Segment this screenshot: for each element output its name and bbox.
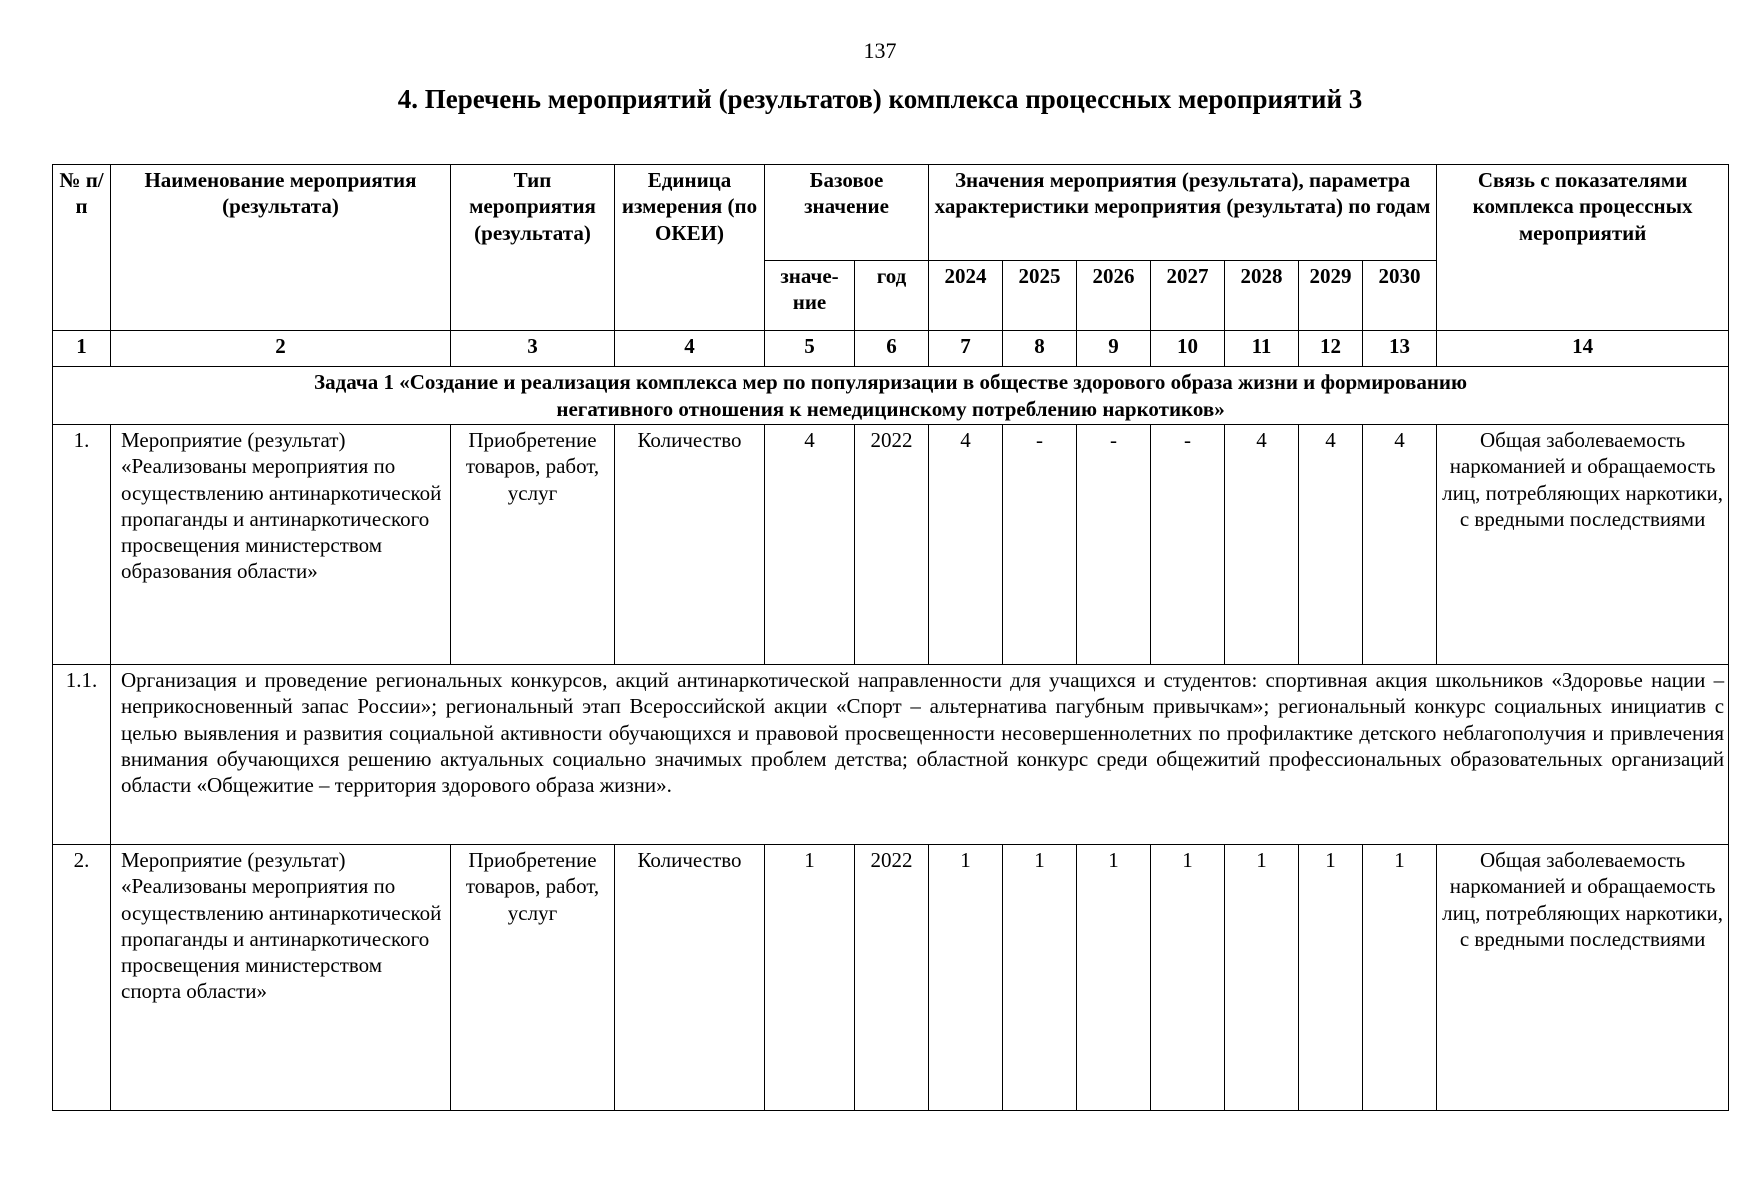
column-number: 5 xyxy=(765,331,855,367)
subrow xyxy=(53,665,1729,845)
activity-unit: Количество xyxy=(615,845,765,1111)
header-year: 2024 xyxy=(929,261,1003,331)
indicator-link: Общая заболеваемость наркоманией и обращаемость лиц, потребляющих наркотики, с вредными последствиями xyxy=(1437,845,1729,1111)
indicator-link: Общая заболеваемость наркоманией и обращаемость лиц, потребляющих наркотики, с вредными последствиями xyxy=(1437,425,1729,665)
header-year: 2026 xyxy=(1077,261,1151,331)
header-type: Тип мероприятия (результата) xyxy=(451,165,615,331)
table-row xyxy=(53,425,1729,665)
column-number: 1 xyxy=(53,331,111,367)
year-value: 1 xyxy=(1299,845,1363,1111)
column-number: 11 xyxy=(1225,331,1299,367)
year-value: 4 xyxy=(929,425,1003,665)
header-year: 2030 xyxy=(1363,261,1437,331)
subrow-number: 1.1. xyxy=(53,665,111,845)
column-number: 10 xyxy=(1151,331,1225,367)
column-number-row xyxy=(53,331,1729,367)
header-link: Связь с показателями комплекса процессных мероприятий xyxy=(1437,165,1729,331)
column-number: 4 xyxy=(615,331,765,367)
year-value: 1 xyxy=(929,845,1003,1111)
table-row xyxy=(53,845,1729,1111)
header-row-1 xyxy=(53,165,1729,261)
header-no: № п/п xyxy=(53,165,111,331)
column-number: 12 xyxy=(1299,331,1363,367)
base-value: 1 xyxy=(765,845,855,1111)
column-number: 7 xyxy=(929,331,1003,367)
page-title: 4. Перечень мероприятий (результатов) комплекса процессных мероприятий 3 xyxy=(397,84,1363,114)
activity-name: Мероприятие (результат) «Реализованы мероприятия по осуществлению антинаркотической пропаганды и антинаркотического просвещения министерством образования области» xyxy=(111,425,451,665)
year-value: 1 xyxy=(1225,845,1299,1111)
column-number: 6 xyxy=(855,331,929,367)
header-year: 2029 xyxy=(1299,261,1363,331)
column-number: 8 xyxy=(1003,331,1077,367)
base-year: 2022 xyxy=(855,425,929,665)
header-unit: Единица измерения (по ОКЕИ) xyxy=(615,165,765,331)
header-base-value: значе-ние xyxy=(765,261,855,331)
year-value: 1 xyxy=(1151,845,1225,1111)
header-year: 2025 xyxy=(1003,261,1077,331)
header-year: 2028 xyxy=(1225,261,1299,331)
header-base: Базовое значение xyxy=(765,165,929,261)
column-number: 9 xyxy=(1077,331,1151,367)
year-value: - xyxy=(1151,425,1225,665)
header-values-group: Значения мероприятия (результата), параметра характеристики мероприятия (результата) по годам xyxy=(929,165,1437,261)
activity-name: Мероприятие (результат) «Реализованы мероприятия по осуществлению антинаркотической пропаганды и антинаркотического просвещения министерством спорта области» xyxy=(111,845,451,1111)
year-value: 4 xyxy=(1225,425,1299,665)
row-number: 1. xyxy=(53,425,111,665)
subrow-text: Организация и проведение региональных конкурсов, акций антинаркотической направленности для учащихся и студентов: спортивная акция школьников «Здоровье нации – неприкосновенный запас России»; региональный этап Всероссийской акции «Спорт – альтернатива пагубным привычкам»; региональный конкурс социальных инициатив с целью выявления и развития социальной активности обучающихся и правовой просвещенности несовершеннолетних по профилактике детского неблагополучия и привлечения внимания обучающихся решению актуальных социально значимых проблем детства; областной конкурс среди общежитий профессиональных образовательных организаций области «Общежитие – территория здорового образа жизни». xyxy=(111,665,1729,845)
year-value: - xyxy=(1003,425,1077,665)
column-number: 3 xyxy=(451,331,615,367)
year-value: 1 xyxy=(1077,845,1151,1111)
year-value: 4 xyxy=(1299,425,1363,665)
year-value: 1 xyxy=(1363,845,1437,1111)
activities-table xyxy=(52,164,1729,1111)
column-number: 14 xyxy=(1437,331,1729,367)
row-number: 2. xyxy=(53,845,111,1111)
year-value: 1 xyxy=(1003,845,1077,1111)
activity-type: Приобретение товаров, работ, услуг xyxy=(451,845,615,1111)
year-value: - xyxy=(1077,425,1151,665)
activity-unit: Количество xyxy=(615,425,765,665)
task-title: Задача 1 «Создание и реализация комплекса мер по популяризации в обществе здорового образа жизни и формированию негативного отношения к немедицинскому потреблению наркотиков» xyxy=(53,367,1729,425)
base-year: 2022 xyxy=(855,845,929,1111)
column-number: 13 xyxy=(1363,331,1437,367)
header-base-year: год xyxy=(855,261,929,331)
task-row xyxy=(53,367,1729,425)
year-value: 4 xyxy=(1363,425,1437,665)
header-name: Наименование мероприятия (результата) xyxy=(111,165,451,331)
activity-type: Приобретение товаров, работ, услуг xyxy=(451,425,615,665)
base-value: 4 xyxy=(765,425,855,665)
page-number: 137 xyxy=(863,38,897,63)
header-year: 2027 xyxy=(1151,261,1225,331)
column-number: 2 xyxy=(111,331,451,367)
